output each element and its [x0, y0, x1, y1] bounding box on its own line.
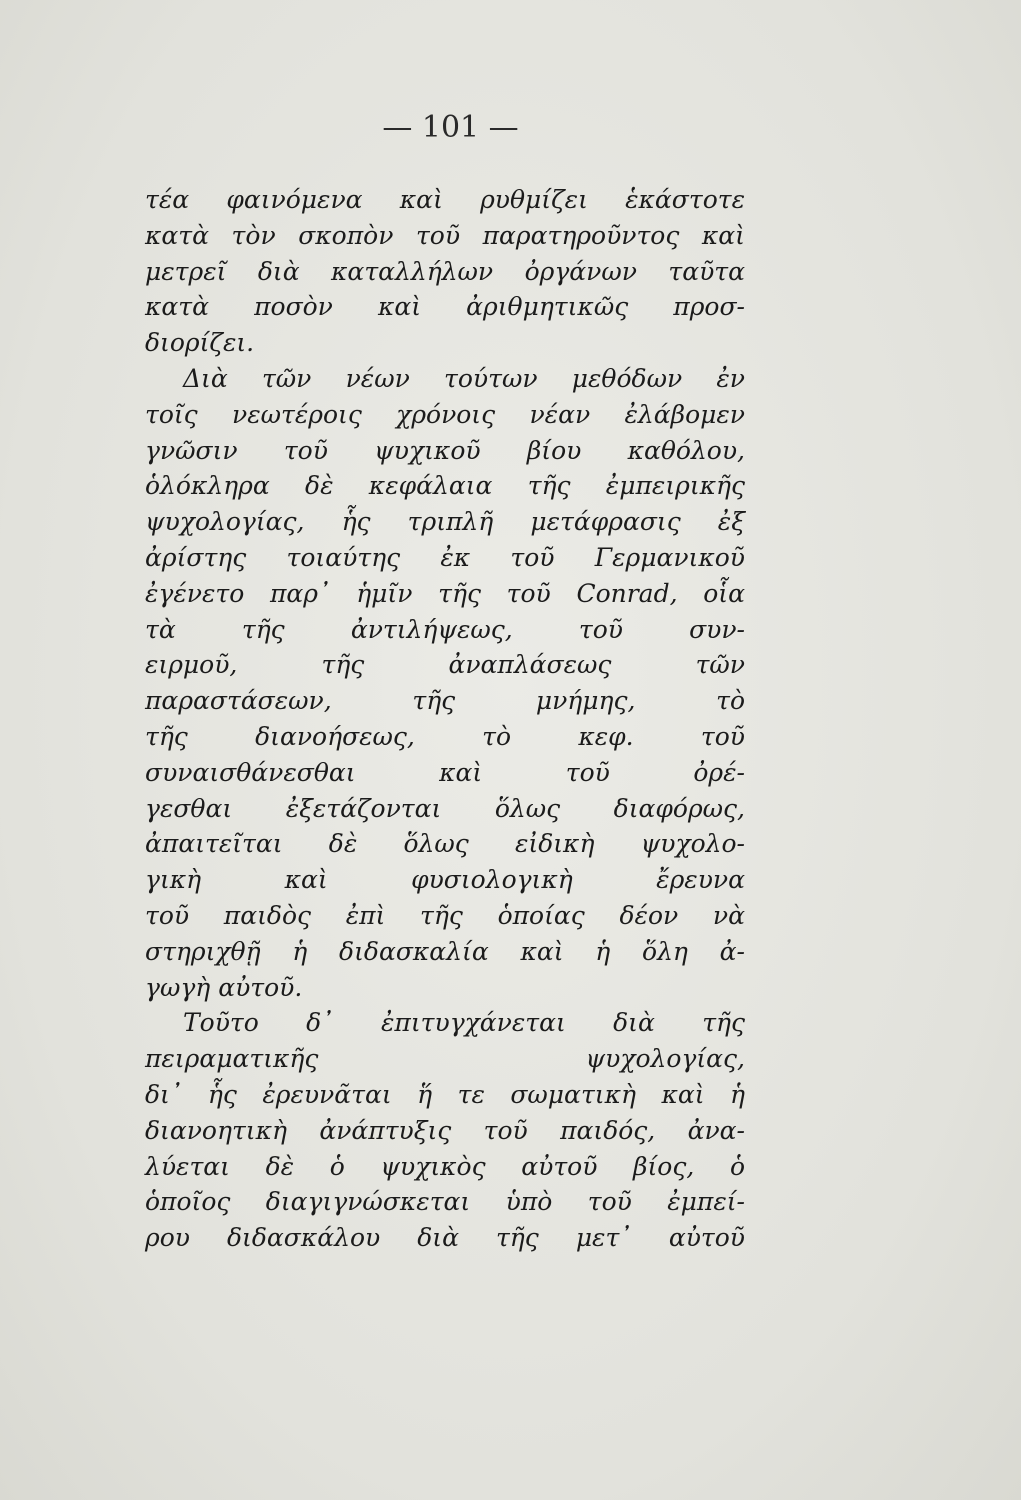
text-line: ἀπαιτεῖται δὲ ὅλως εἰδικὴ ψυχολο- — [145, 829, 745, 859]
text-line: διορίζει. — [145, 328, 255, 358]
text-line: ψυχολογίας, ἧς τριπλῆ μετάφρασις ἐξ — [145, 507, 745, 537]
text-line: συναισθάνεσθαι καὶ τοῦ ὀρέ- — [145, 757, 745, 787]
text-line: τῆς διανοήσεως, τὸ κεφ. τοῦ — [145, 721, 745, 751]
text-line: Διὰ τῶν νέων τούτων μεθόδων ἐν — [183, 363, 745, 393]
text-line: κατὰ ποσὸν καὶ ἀριθμητικῶς προσ- — [145, 292, 745, 322]
text-line: ἀρίστης τοιαύτης ἐκ τοῦ Γερμανικοῦ — [145, 542, 745, 572]
text-line: τέα φαινόμενα καὶ ρυθμίζει ἑκάστοτε — [145, 185, 745, 214]
page-number: — 101 — — [382, 110, 519, 145]
text-line: τοῖς νεωτέροις χρόνοις νέαν ἐλάβομεν — [145, 399, 745, 429]
text-line: γωγὴ αὐτοῦ. — [145, 972, 303, 1002]
text-line: γεσθαι ἐξετάζονται ὅλως διαφόρως, — [145, 793, 745, 823]
text-line: παραστάσεων, τῆς μνήμης, τὸ — [145, 686, 745, 716]
text-line: Τοῦτο δ᾽ ἐπιτυγχάνεται διὰ τῆς — [183, 1008, 745, 1038]
text-line: λύεται δὲ ὁ ψυχικὸς αὐτοῦ βίος, ὁ — [145, 1151, 745, 1181]
text-line: τοῦ παιδὸς ἐπὶ τῆς ὁποίας δέον νὰ — [145, 900, 745, 930]
text-line: στηριχθῇ ἡ διδασκαλία καὶ ἡ ὅλη ἀ- — [145, 936, 745, 966]
text-line: πειραματικῆς ψυχολογίας, — [145, 1044, 745, 1074]
text-line: δι᾽ ἧς ἐρευνᾶται ἥ τε σωματικὴ καὶ ἡ — [145, 1079, 745, 1109]
text-line: διανοητικὴ ἀνάπτυξις τοῦ παιδός, ἀνα- — [145, 1115, 745, 1145]
text-line: ὁλόκληρα δὲ κεφάλαια τῆς ἐμπειρικῆς — [145, 471, 745, 501]
body-text — [145, 182, 745, 1256]
text-line: κατὰ τὸν σκοπὸν τοῦ παρατηροῦντος καὶ — [145, 220, 745, 250]
text-line: ρου διδασκάλου διὰ τῆς μετ᾽ αὐτοῦ — [145, 1223, 745, 1253]
text-line: τὰ τῆς ἀντιλήψεως, τοῦ συν- — [145, 614, 745, 644]
text-line: ὁποῖος διαγιγνώσκεται ὑπὸ τοῦ ἐμπεί- — [145, 1187, 745, 1217]
text-line: γικὴ καὶ φυσιολογικὴ ἔρευνα — [145, 865, 745, 895]
text-line: ειρμοῦ, τῆς ἀναπλάσεως τῶν — [145, 650, 745, 680]
text-line: μετρεῖ διὰ καταλλήλων ὀργάνων ταῦτα — [145, 256, 745, 286]
text-line: γνῶσιν τοῦ ψυχικοῦ βίου καθόλου, — [145, 435, 745, 465]
text-line: ἐγένετο παρ᾽ ἡμῖν τῆς τοῦ Conrad, οἷα — [145, 578, 745, 608]
